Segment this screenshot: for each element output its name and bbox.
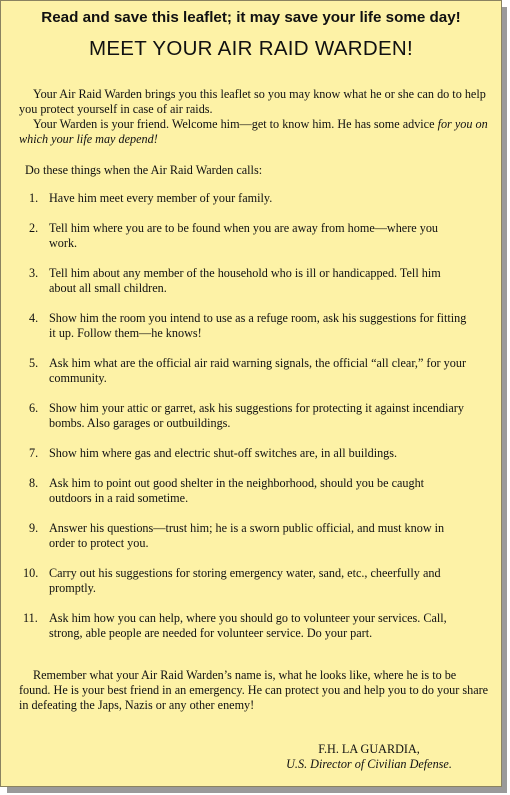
list-lead-in: Do these things when the Air Raid Warden calls: <box>25 163 263 177</box>
list-item <box>29 266 469 296</box>
list-item-number: 9. <box>29 521 39 535</box>
signature <box>269 742 469 772</box>
list-item <box>29 476 469 506</box>
intro <box>19 87 489 147</box>
list-item-number: 2. <box>29 221 39 235</box>
list-item-number: 10. <box>23 566 39 580</box>
list-item-text: Answer his questions—trust him; he is a sworn public official, and must know in order to protect you. <box>49 521 445 550</box>
list-item-text: Ask him to point out good shelter in the neighborhood, should you be caught outdoors in a raid sometime. <box>49 476 425 505</box>
list-item-text: Show him the room you intend to use as a refuge room, ask his suggestions for fitting it up. Follow them—he knows! <box>49 311 467 340</box>
list-item <box>29 191 469 206</box>
list-item-text: Ask him what are the official air raid warning signals, the official “all clear,” for your community. <box>49 356 467 385</box>
list-item-text: Show him where gas and electric shut-off switches are, in all buildings. <box>49 446 398 460</box>
list-item-text: Tell him about any member of the household who is ill or handicapped. Tell him about all small children. <box>49 266 441 295</box>
list-item <box>29 446 469 461</box>
signature-name: F.H. LA GUARDIA, <box>318 742 420 756</box>
signature-role: U.S. Director of Civilian Defense. <box>286 757 452 771</box>
list-item-number: 8. <box>29 476 39 490</box>
list-item-number: 3. <box>29 266 39 280</box>
intro-paragraph-1: Your Air Raid Warden brings you this leaflet so you may know what he or she can do to help you protect yourself in case of air raids. <box>19 87 486 116</box>
list-item <box>29 521 469 551</box>
list-item <box>23 611 469 641</box>
list-item-number: 4. <box>29 311 39 325</box>
list-item-number: 1. <box>29 191 39 205</box>
list-item-number: 6. <box>29 401 39 415</box>
list-item-text: Ask him how you can help, where you should go to volunteer your services. Call, strong, able people are needed for volunteer service. Do your part. <box>49 611 447 640</box>
list-item-number: 11. <box>23 611 38 625</box>
list-item <box>23 566 469 596</box>
intro-paragraph-2-emphasis: for you on which your life may depend! <box>19 117 488 146</box>
closing-paragraph: Remember what your Air Raid Warden’s name is, what he looks like, where he is to be found. He is your best friend in an emergency. He can protect you and help you to do your share in defeating the Japs, Nazis or any other enemy! <box>19 668 489 712</box>
list-item-number: 7. <box>29 446 39 460</box>
top-line: Read and save this leaflet; it may save your life some day! <box>41 9 461 26</box>
intro-paragraph-2-text: Your Warden is your friend. Welcome him—get to know him. He has some advice <box>33 117 438 131</box>
list-item <box>29 356 469 386</box>
list-item-text: Have him meet every member of your family. <box>49 191 273 205</box>
list-item-number: 5. <box>29 356 39 370</box>
page-title: MEET YOUR AIR RAID WARDEN! <box>88 37 414 60</box>
list-item-text: Show him your attic or garret, ask his suggestions for protecting it against incendiary bombs. Also garages or outbuildings. <box>49 401 464 430</box>
list-item <box>29 401 469 431</box>
list-item <box>29 311 469 341</box>
closing <box>19 668 489 713</box>
list-item-text: Carry out his suggestions for storing emergency water, sand, etc., cheerfully and promptly. <box>49 566 441 595</box>
intro-paragraph-2 <box>19 117 489 147</box>
instruction-list <box>23 191 469 656</box>
list-item <box>29 221 469 251</box>
list-item-text: Tell him where you are to be found when you are away from home—where you work. <box>49 221 439 250</box>
